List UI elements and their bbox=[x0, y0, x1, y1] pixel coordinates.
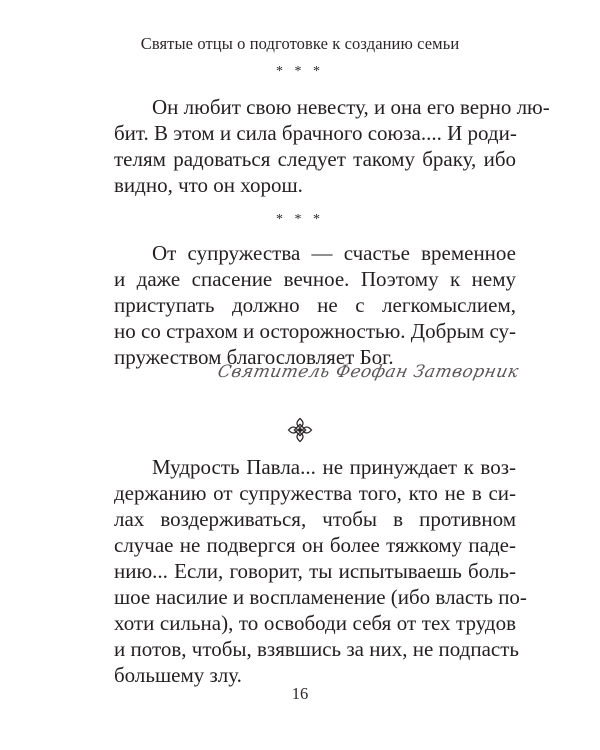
text-line: Мудрость Павла... не принуждает к воз- bbox=[152, 455, 516, 479]
text-line: бит. В этом и сила брачного союза.... И роди- bbox=[114, 121, 517, 145]
page-number: 16 bbox=[291, 684, 309, 703]
text-line: телям радоваться следует такому браку, ибо bbox=[114, 147, 516, 171]
text-line: случае не подвергся он более тяжкому паде- bbox=[114, 533, 516, 557]
separator-stars: * * * bbox=[276, 212, 324, 227]
text-line: приступать должно не с легкомыслием, bbox=[114, 293, 516, 317]
text-line: Он любит свою невесту, и она его верно лю- bbox=[152, 95, 550, 119]
running-head: Святые отцы о подготовке к созданию семьи bbox=[140, 34, 460, 53]
text-line: и даже спасение вечное. Поэтому к нему bbox=[114, 267, 516, 291]
floral-ornament-icon bbox=[287, 417, 313, 443]
text-line: нию... Если, говорит, ты испытываешь боль- bbox=[114, 559, 516, 583]
text-line: но со страхом и осторожностью. Добрым су- bbox=[114, 319, 516, 343]
text-line: и потов, чтобы, взявшись за них, не подпасть bbox=[114, 637, 519, 661]
text-line: лах воздерживаться, чтобы в противном bbox=[114, 507, 516, 531]
text-line: держанию от супружества того, кто не в си- bbox=[114, 481, 516, 505]
text-line: хоти сильна), то освободи себя от тех трудов bbox=[114, 611, 516, 635]
text-line: большему злу. bbox=[114, 663, 242, 687]
separator-stars: * * * bbox=[276, 64, 324, 79]
author-signature: Святитель Феофан Затворник bbox=[215, 362, 521, 382]
text-line: пружеством благословляет Бог. bbox=[114, 345, 394, 369]
text-line: шое насилие и воспламенение (ибо власть по- bbox=[114, 585, 527, 609]
text-line: видно, что он хорош. bbox=[114, 173, 303, 197]
text-line: От супружества — счастье временное bbox=[152, 241, 516, 265]
